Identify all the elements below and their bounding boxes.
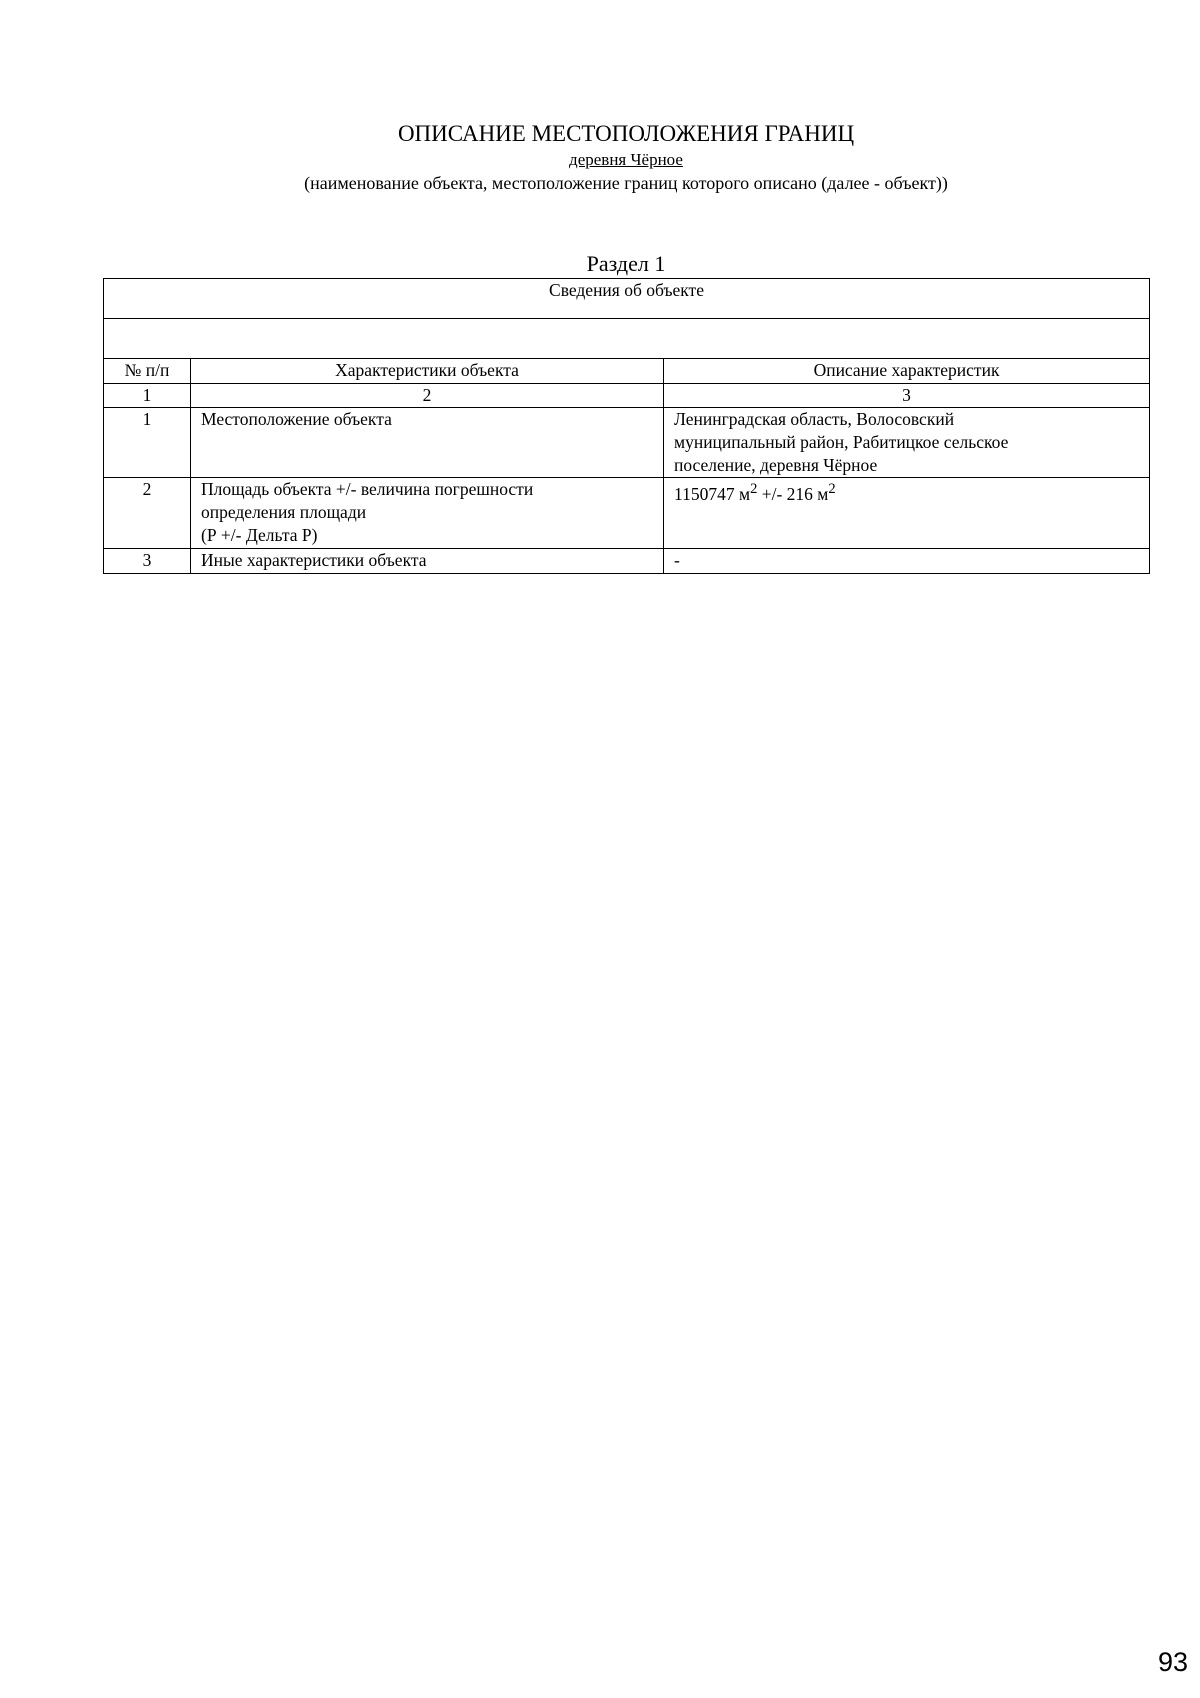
error-unit-superscript: 2: [828, 481, 836, 497]
object-caption: (наименование объекта, местоположение границ которого описано (далее - объект)): [304, 173, 948, 193]
row-description: [664, 408, 1150, 478]
table-blank-row: [104, 319, 1150, 359]
area-unit-superscript: 2: [750, 481, 758, 497]
row-characteristic: [191, 549, 664, 574]
column-header-description: Описание характеристик: [664, 359, 1150, 384]
description-line: Ленинградская область, Волосовский: [674, 409, 955, 429]
area-value: 1150747 м: [674, 483, 751, 504]
column-number: 2: [191, 384, 664, 408]
area-error-value: 216 м: [786, 483, 829, 504]
row-characteristic: [191, 408, 664, 478]
row-characteristic: [191, 478, 664, 549]
characteristic-line: Площадь объекта +/- величина погрешности: [201, 479, 534, 499]
table-title: Сведения об объекте: [104, 279, 1150, 319]
column-number: 1: [104, 384, 191, 408]
table-column-numbers-row: [104, 384, 1150, 408]
table-title-row: [104, 279, 1150, 319]
description-line: поселение, деревня Чёрное: [674, 455, 878, 475]
column-number: 3: [664, 384, 1150, 408]
table-row: [104, 478, 1150, 549]
column-header-characteristic: Характеристики объекта: [191, 359, 664, 384]
characteristic-line: (Р +/- Дельта Р): [201, 525, 318, 545]
page-number: 93: [1158, 1647, 1189, 1677]
section-title: Раздел 1: [586, 251, 666, 276]
characteristic-line: Местоположение объекта: [201, 409, 392, 429]
table-row: [104, 408, 1150, 478]
characteristic-line: Иные характеристики объекта: [201, 550, 427, 570]
area-separator: +/-: [757, 483, 787, 504]
table-header-row: [104, 359, 1150, 384]
object-name: деревня Чёрное: [569, 150, 683, 169]
document-title: ОПИСАНИЕ МЕСТОПОЛОЖЕНИЯ ГРАНИЦ: [397, 121, 855, 146]
row-number: 2: [104, 478, 191, 549]
description-line: муниципальный район, Рабитицкое сельское: [674, 432, 1009, 452]
table-blank-cell: [104, 319, 1150, 359]
description-line: -: [674, 550, 680, 570]
row-description: [664, 549, 1150, 574]
row-number: 3: [104, 549, 191, 574]
row-number: 1: [104, 408, 191, 478]
column-header-number: № п/п: [104, 359, 191, 384]
characteristic-line: определения площади: [201, 502, 367, 522]
row-description: [664, 478, 1150, 549]
table-row: [104, 549, 1150, 574]
object-info-table: [103, 278, 1150, 574]
